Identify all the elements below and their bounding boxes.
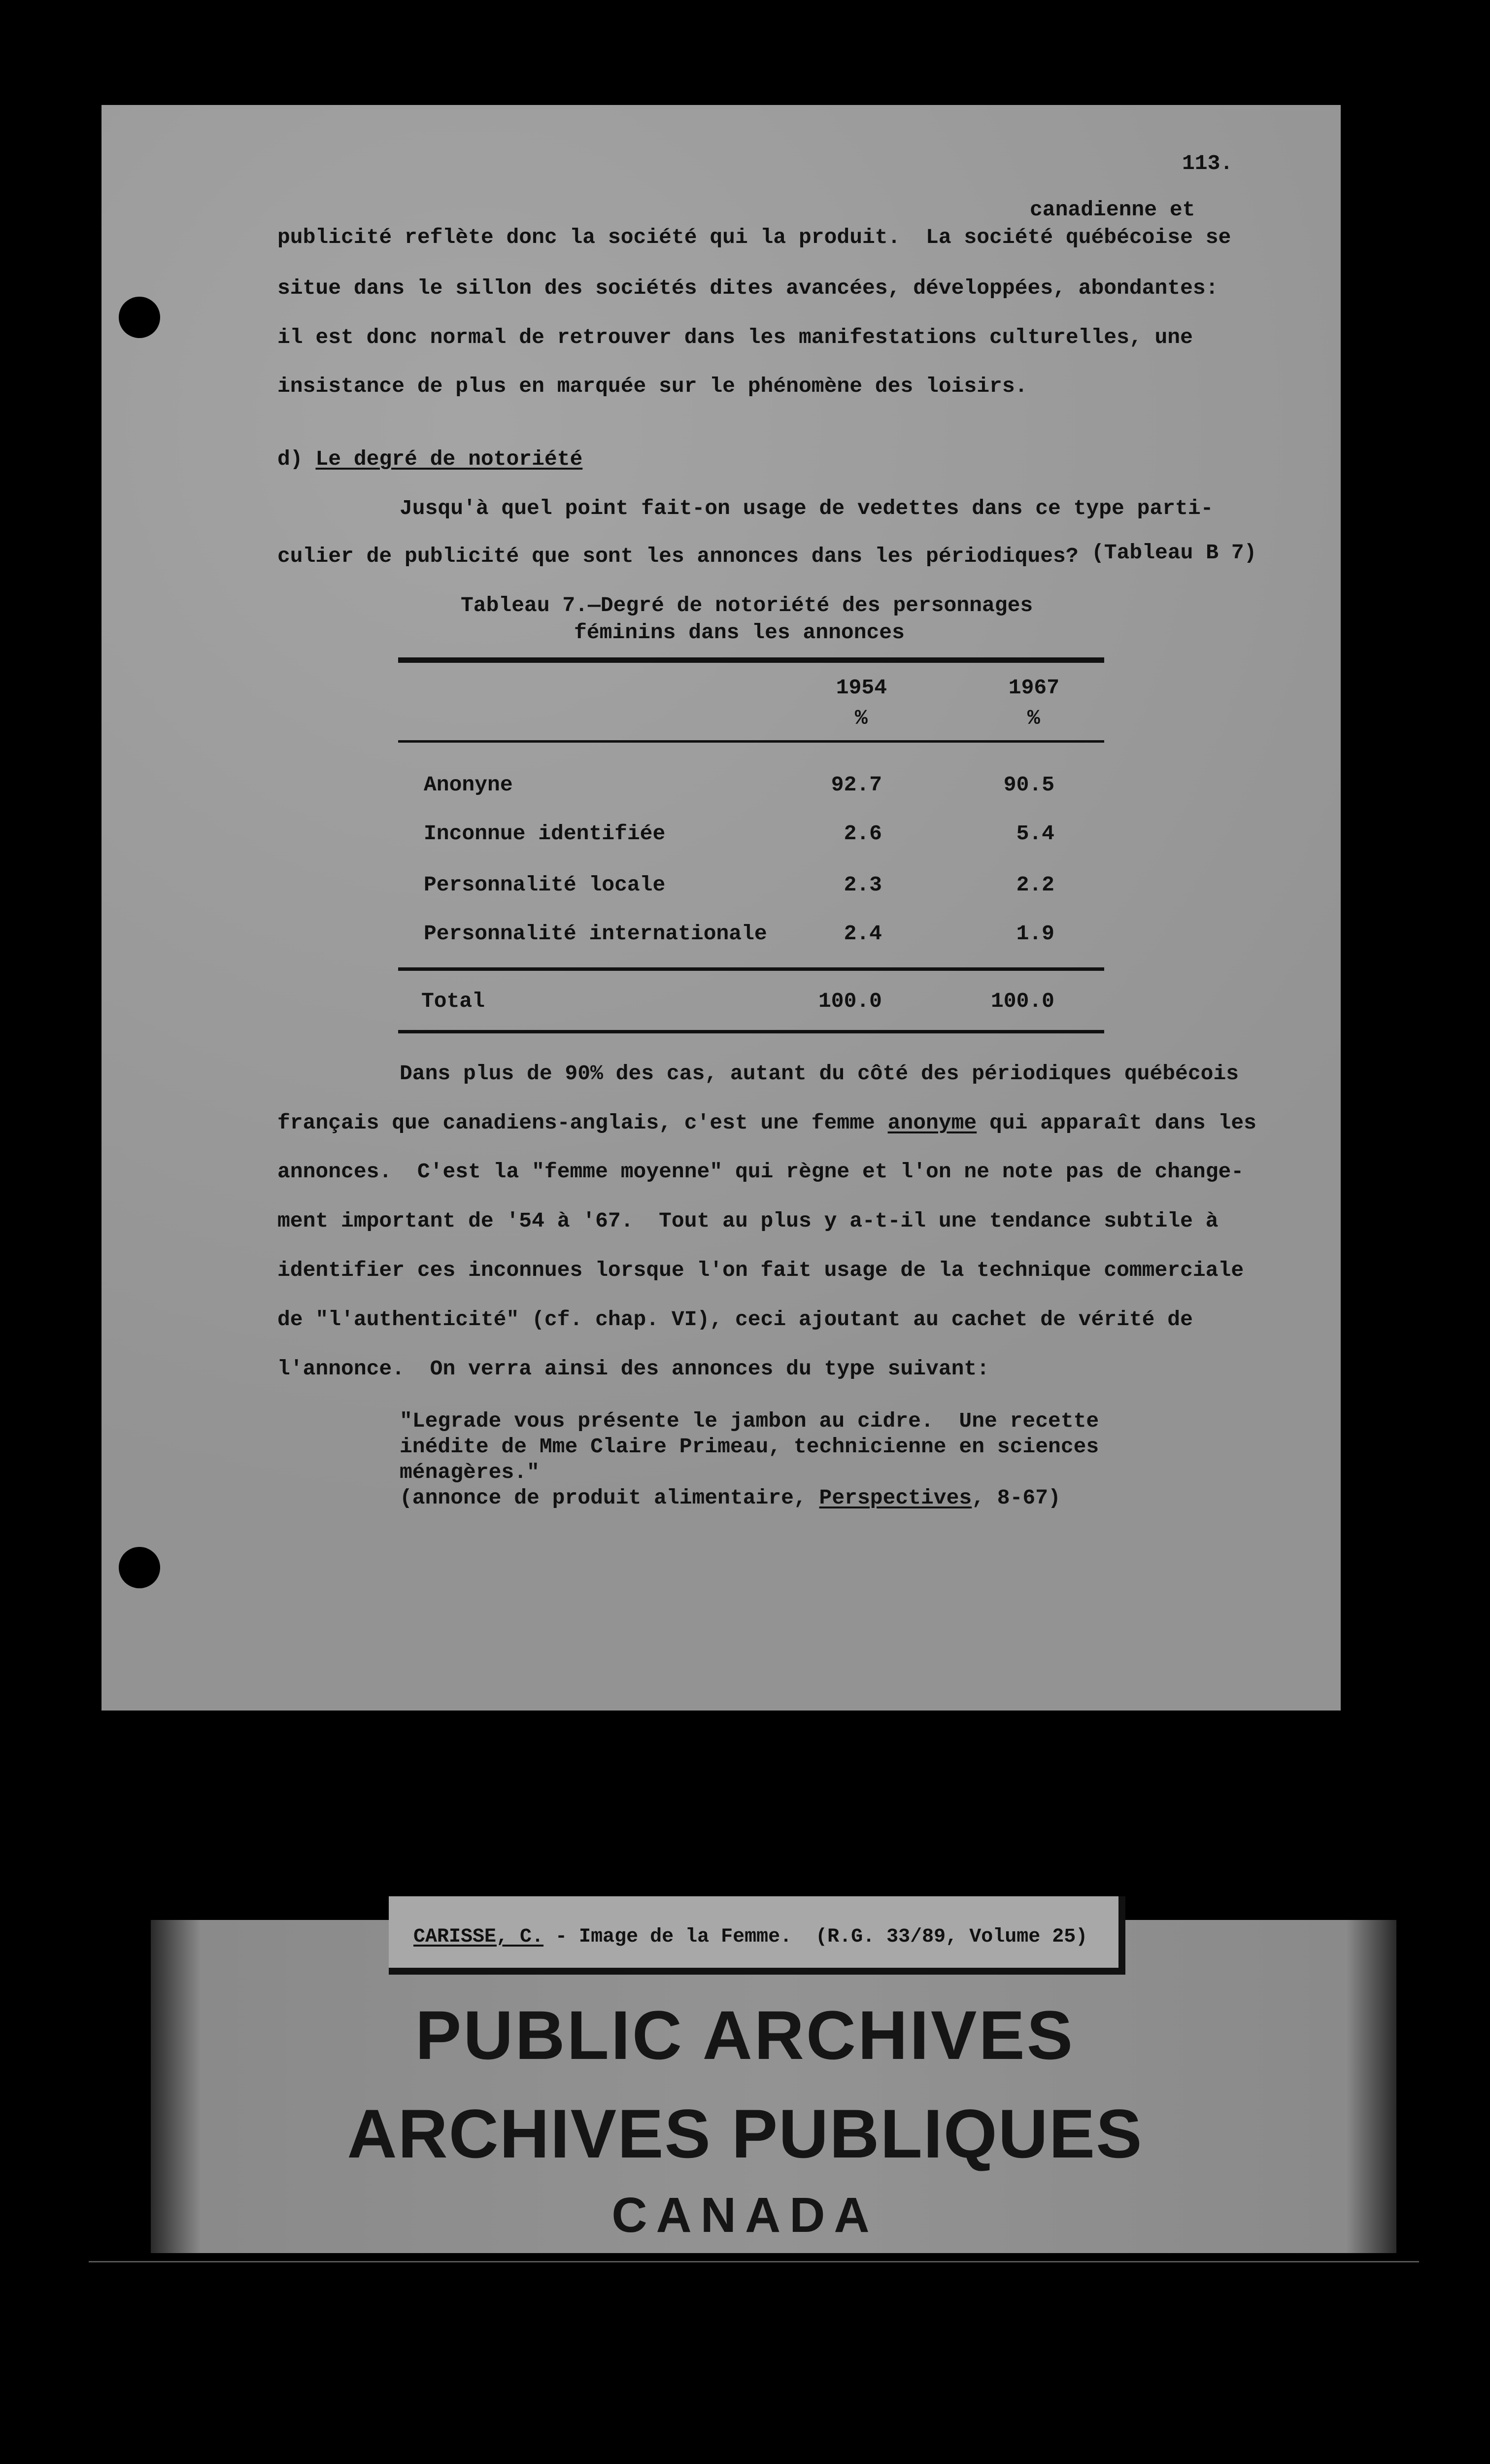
row-label: Anonyne — [424, 773, 513, 797]
cell-value: 5.4 — [1016, 821, 1054, 846]
table-rule — [398, 740, 1104, 743]
divider — [89, 2261, 1419, 2262]
total-value: 100.0 — [818, 989, 882, 1013]
text-span: , 8-67) — [972, 1486, 1061, 1510]
cell-value: 1.9 — [1016, 922, 1054, 946]
stamp-public-archives: PUBLIC ARCHIVES — [415, 1996, 1075, 2074]
table-reference: (Tableau B 7) — [1091, 541, 1257, 565]
text-span: français que canadiens-anglais, c'est une femme — [277, 1111, 888, 1135]
cell-value: 2.6 — [844, 821, 882, 846]
text-line: publicité reflète donc la société qui la produit. La société québécoise se — [277, 225, 1231, 249]
row-label: Personnalité internationale — [424, 922, 767, 946]
column-header-unit: % — [855, 706, 868, 730]
table-rule — [398, 657, 1104, 663]
quote-line: "Legrade vous présente le jambon au cidre. Une recette — [400, 1409, 1099, 1433]
cell-value: 90.5 — [1003, 773, 1054, 797]
text-span: (annonce de produit alimentaire, — [400, 1486, 819, 1510]
section-title: Le degré de notoriété — [315, 447, 583, 471]
text-line: annonces. C'est la "femme moyenne" qui règne et l'on ne note pas de change- — [277, 1160, 1244, 1184]
total-label: Total — [421, 989, 485, 1013]
cell-value: 2.2 — [1016, 873, 1054, 897]
section-prefix: d) — [277, 447, 303, 471]
quote-line: ménagères." — [400, 1460, 540, 1484]
text-line: insistance de plus en marquée sur le phénomène des loisirs. — [277, 374, 1028, 398]
archive-label — [389, 1896, 1125, 1975]
text-line — [277, 1112, 1256, 1133]
text-line: Dans plus de 90% des cas, autant du côté des périodiques québécois — [400, 1061, 1239, 1086]
text-line: culier de publicité que sont les annonces dans les périodiques? — [277, 544, 1079, 568]
column-header-unit: % — [1027, 706, 1040, 730]
publication-title: Perspectives — [819, 1486, 972, 1510]
punch-hole — [119, 297, 160, 338]
handwritten-insertion: canadienne et — [1030, 198, 1195, 222]
total-value: 100.0 — [990, 989, 1054, 1013]
cell-value: 2.3 — [844, 873, 882, 897]
column-header-year: 1954 — [836, 676, 887, 700]
section-heading — [277, 448, 582, 470]
punch-hole — [119, 1547, 160, 1588]
text-line: de "l'authenticité" (cf. chap. VI), ceci ajoutant au cachet de vérité de — [277, 1307, 1193, 1332]
label-author: CARISSE, C. — [413, 1926, 544, 1948]
emphasis-word: anonyme — [887, 1111, 977, 1135]
row-label: Personnalité locale — [424, 873, 666, 897]
quote-line: inédite de Mme Claire Primeau, technicienne en sciences — [400, 1435, 1099, 1459]
text-line: ment important de '54 à '67. Tout au plus y a-t-il une tendance subtile à — [277, 1209, 1219, 1233]
stamp-canada: CANADA — [611, 2188, 879, 2243]
stamp-archives-publiques: ARCHIVES PUBLIQUES — [347, 2095, 1143, 2172]
table-caption: Tableau 7.—Degré de notoriété des personnages — [461, 593, 1033, 617]
text-line: il est donc normal de retrouver dans les manifestations culturelles, une — [277, 325, 1193, 349]
quote-source — [400, 1487, 1061, 1508]
text-line: identifier ces inconnues lorsque l'on fait usage de la technique commerciale — [277, 1258, 1244, 1282]
row-label: Inconnue identifiée — [424, 821, 666, 846]
text-line: l'annonce. On verra ainsi des annonces du type suivant: — [277, 1357, 990, 1381]
table-rule — [398, 1030, 1104, 1033]
label-reference: - Image de la Femme. (R.G. 33/89, Volume 25) — [543, 1926, 1088, 1948]
text-line: Jusqu'à quel point fait-on usage de vedettes dans ce type parti- — [400, 496, 1214, 520]
table-rule — [398, 967, 1104, 971]
column-header-year: 1967 — [1008, 676, 1059, 700]
cell-value: 92.7 — [831, 773, 882, 797]
cell-value: 2.4 — [844, 922, 882, 946]
table-caption: féminins dans les annonces — [574, 620, 905, 645]
page-number: 113. — [1182, 151, 1233, 175]
text-line: situe dans le sillon des sociétés dites avancées, développées, abondantes: — [277, 276, 1219, 300]
text-span: qui apparaît dans les — [977, 1111, 1256, 1135]
